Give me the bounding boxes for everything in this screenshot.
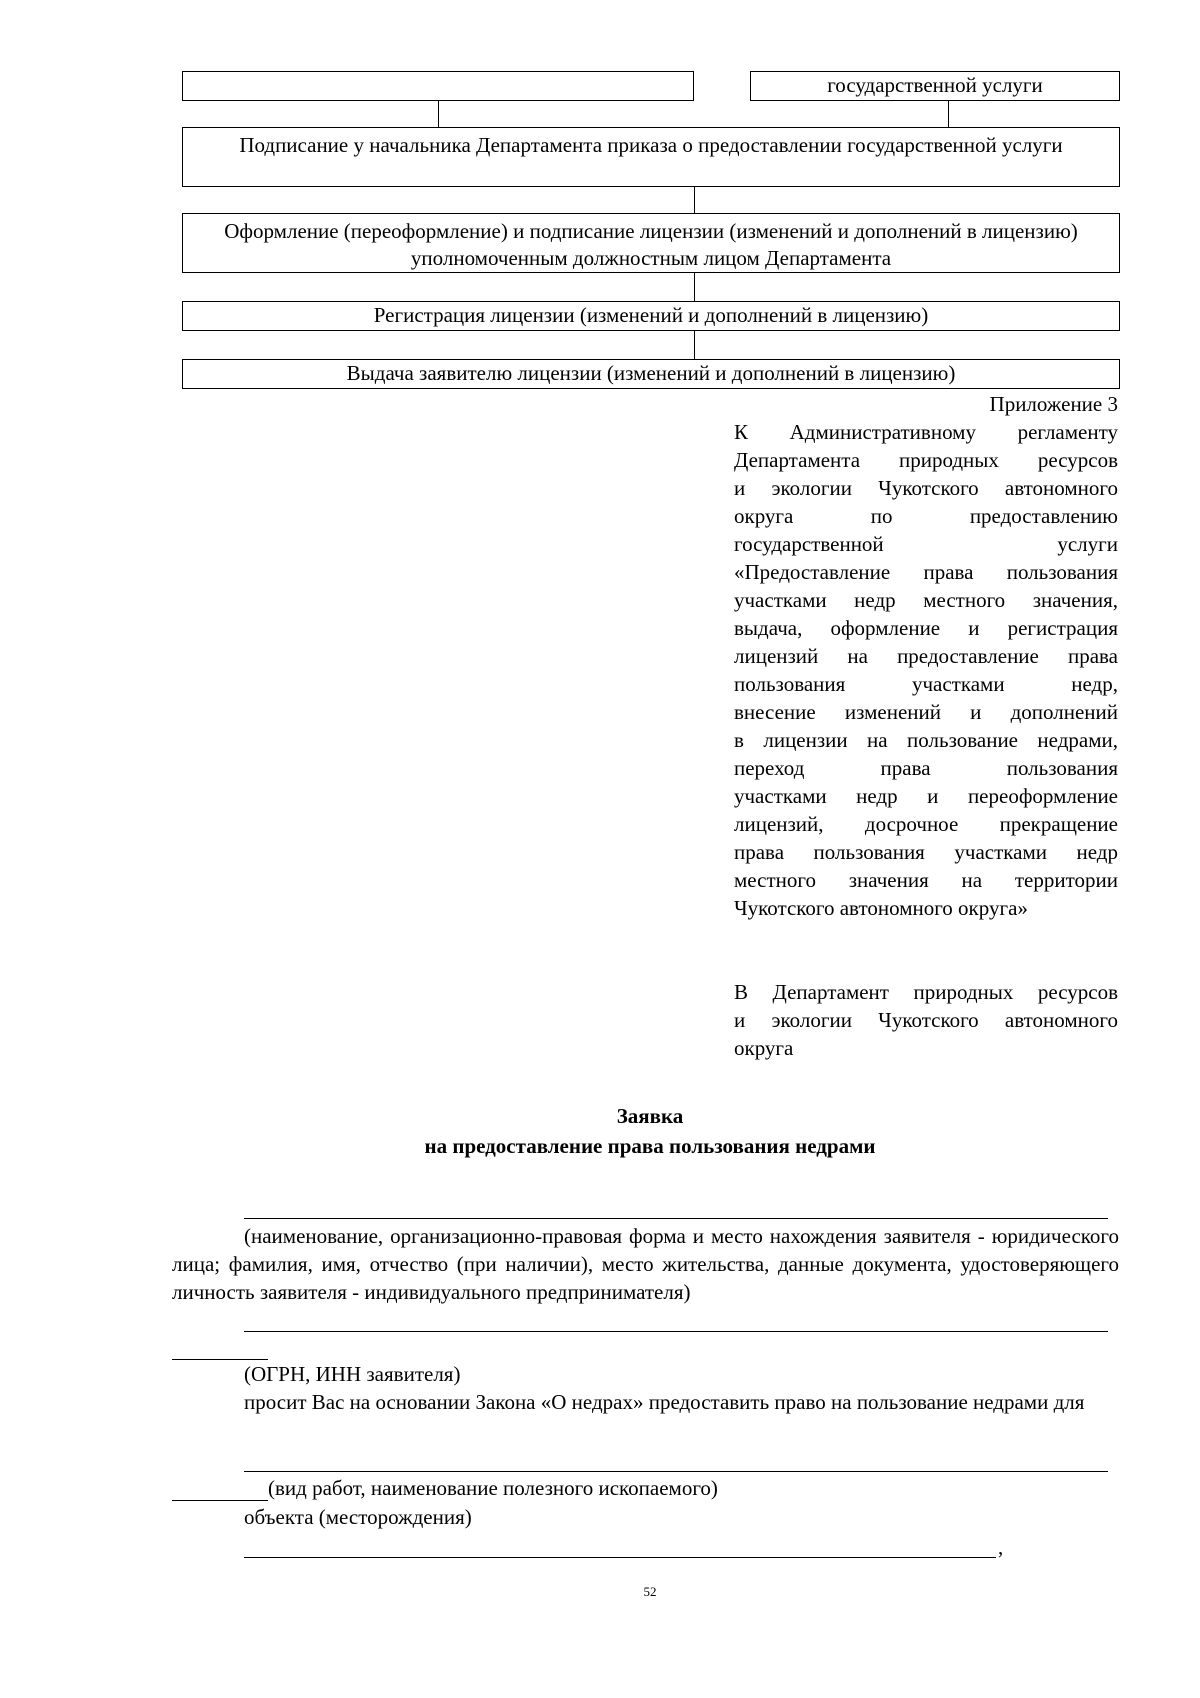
appendix-line: участками недр местного значения, — [734, 588, 1118, 612]
flow-connector — [694, 331, 695, 359]
appendix-number: Приложение 3 — [989, 392, 1118, 416]
appendix-line: и экологии Чукотского автономного — [734, 476, 1118, 500]
flow-box-sign-order: Подписание у начальника Департамента приказа о предоставлении государственной услуги — [182, 127, 1120, 187]
flow-connector — [948, 101, 949, 127]
appendix-line: местного значения на территории — [734, 868, 1118, 892]
appendix-line: лицензий, досрочное прекращение — [734, 812, 1118, 836]
appendix-line: округа по предоставлению — [734, 504, 1118, 528]
addressee-line: и экологии Чукотского автономного — [734, 1008, 1118, 1032]
appendix-line: права пользования участками недр — [734, 840, 1118, 864]
appendix-line: участками недр и переоформление — [734, 784, 1118, 808]
object-field-comma: , — [998, 1535, 1004, 1559]
appendix-line: переход права пользования — [734, 756, 1118, 780]
appendix-line: «Предоставление права пользования — [734, 560, 1118, 584]
appendix-line: лицензий на предоставление права — [734, 644, 1118, 668]
applicant-extra-field[interactable] — [244, 1331, 1108, 1332]
appendix-line: Чукотского автономного округа» — [734, 896, 1028, 920]
work-type-caption: (вид работ, наименование полезного ископаемого) — [268, 1476, 718, 1500]
appendix-line: в лицензии на пользование недрами, — [734, 728, 1118, 752]
object-field[interactable] — [244, 1557, 996, 1558]
appendix-line: государственной услуги — [734, 532, 1118, 556]
purpose-field[interactable] — [244, 1471, 1108, 1472]
flow-box-top-left — [182, 71, 694, 101]
applicant-name-field[interactable] — [244, 1218, 1108, 1219]
appendix-line: выдача, оформление и регистрация — [734, 616, 1118, 640]
object-label: объекта (месторождения) — [244, 1505, 472, 1529]
flow-box-register-license: Регистрация лицензии (изменений и дополнений в лицензию) — [182, 301, 1120, 331]
applicant-caption: (наименование, организационно-правовая форма и место нахождения заявителя - юридического лица; фамилия, имя, отчество (при наличии), место жительства, данные документа, удостоверяющего личность заявителя - индивидуального предпринимателя) — [172, 1224, 1119, 1304]
appendix-block — [734, 390, 1118, 922]
work-type-field[interactable] — [172, 1500, 268, 1501]
appendix-line: К Административному регламенту — [734, 420, 1118, 444]
page-number: 52 — [643, 1584, 657, 1599]
flow-connector — [694, 187, 695, 213]
flow-connector — [438, 101, 439, 127]
addressee-block — [734, 978, 1118, 1062]
application-title: Заявка — [616, 1104, 684, 1128]
flow-box-public-service: государственной услуги — [750, 71, 1120, 101]
appendix-line: пользования участками недр, — [734, 672, 1118, 696]
flow-box-issue-license: Оформление (переоформление) и подписание лицензии (изменений и дополнений в лицензию) уполномоченным должностным лицом Департамента — [182, 213, 1120, 273]
ogrn-caption: (ОГРН, ИНН заявителя) — [244, 1362, 461, 1386]
flow-connector — [694, 273, 695, 301]
appendix-line: внесение изменений и дополнений — [734, 700, 1118, 724]
application-subtitle: на предоставление права пользования недрами — [424, 1134, 876, 1158]
flow-box-hand-over-license: Выдача заявителю лицензии (изменений и дополнений в лицензию) — [182, 359, 1120, 389]
addressee-line: В Департамент природных ресурсов — [734, 980, 1118, 1004]
appendix-line: Департамента природных ресурсов — [734, 448, 1118, 472]
request-text: просит Вас на основании Закона «О недрах» предоставить право на пользование недрами для — [244, 1390, 1085, 1414]
addressee-line: округа — [734, 1036, 794, 1060]
